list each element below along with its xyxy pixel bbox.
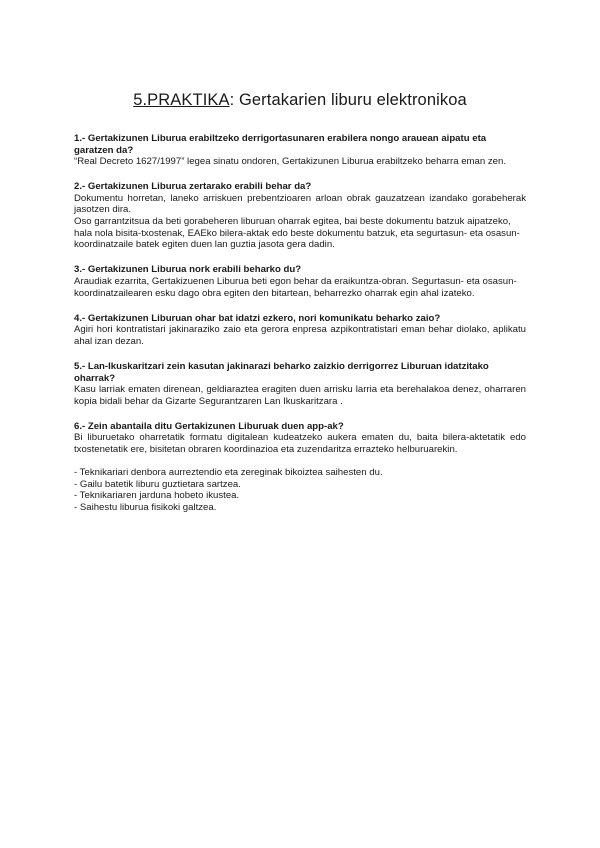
question-2: 2.- Gertakizunen Liburua zertarako erabili behar da? [74, 181, 312, 193]
question-6: 6.- Zein abantaila ditu Gertakizunen Liburuak duen app-ak? [74, 420, 344, 432]
answer-3: Araudiak ezarrita, Gertakizuenen Liburua beti egon behar da eraikuntza-obran. Segurtasun- eta osasun-koordinatzailearen esku dago obra egiten den bitartean, beharrezko oharrak egin ahal izateko. [74, 275, 517, 299]
question-3: 3.- Gertakizunen Liburua nork erabili beharko du? [74, 264, 302, 276]
question-1: 1.- Gertakizunen Liburua erabiltzeko derrigortasunaren erabilera nongo arauean aipatu eta garatzen da? [74, 133, 487, 156]
title-prefix: 5.PRAKTIKA [133, 91, 230, 109]
answer-4: Agiri hori kontratistari jakinaraziko zaio eta gerora enpresa azpikontratistari eman behar diolako, aplikatu ahal izan dezan. [74, 324, 526, 347]
section-1 [74, 133, 526, 168]
page-title [0, 91, 600, 110]
list-item: - Teknikariari denbora aurreztendio eta zereginak bikoiztea saihesten du. [74, 467, 383, 479]
answer-6: Bi liburuetako oharretatik formatu digitalean kudeatzeko aukera ematen du, baita bilera-aktetatik edo txostenetatik ere, bisitetan obraren koordinazioa eta zuzendaritza errazteko helburuarekin. [74, 432, 526, 455]
answer-2-paragraph-1: Dokumentu horretan, laneko arriskuen prebentzioaren arloan obrak gauzatzean izandako gorabeherak jasotzen dira. [74, 192, 526, 216]
list-item: - Saihestu liburua fisikoki galtzea. [74, 501, 217, 513]
section-5 [74, 361, 526, 407]
title-rest: : Gertakarien liburu elektronikoa [229, 91, 467, 109]
section-3 [74, 264, 526, 299]
answer-1: “Real Decreto 1627/1997” legea sinatu ondoren, Gertakizunen Liburua erabiltzeko beharra eman zen. [74, 156, 506, 168]
list-item: - Gailu batetik liburu guztietara sartzea. [74, 478, 241, 490]
document-body [74, 133, 526, 527]
section-6 [74, 421, 526, 514]
answer-2-paragraph-2: Oso garrantzitsua da beti gorabeheren liburuan oharrak egitea, bai beste dokumentu batzuk aipatzeko, hala nola bisita-txostenak, EAEko bilera-aktak edo beste dokumentu batzuk, eta segurtasun- eta osasun-koordinatzaile batek egiten duen lan guztia jasota gera dadin. [74, 216, 520, 251]
benefits-list [74, 467, 526, 513]
answer-5: Kasu larriak ematen direnean, geldiaraztea eragiten duen arrisku larria eta berehalakoa denez, oharraren kopia bidali behar da Gizarte Segurantzaren Lan Ikuskaritzara . [74, 384, 526, 407]
question-4: 4.- Gertakizunen Liburuan ohar bat idatzi ezkero, nori komunikatu beharko zaio? [74, 312, 441, 324]
list-item: - Teknikariaren jarduna hobeto ikustea. [74, 490, 240, 502]
section-4 [74, 313, 526, 348]
question-5: 5.- Lan-Ikuskaritzari zein kasutan jakinarazi beharko zaizkio derrigorrez Liburuan idatzitako oharrak? [74, 360, 489, 384]
section-2 [74, 181, 526, 251]
